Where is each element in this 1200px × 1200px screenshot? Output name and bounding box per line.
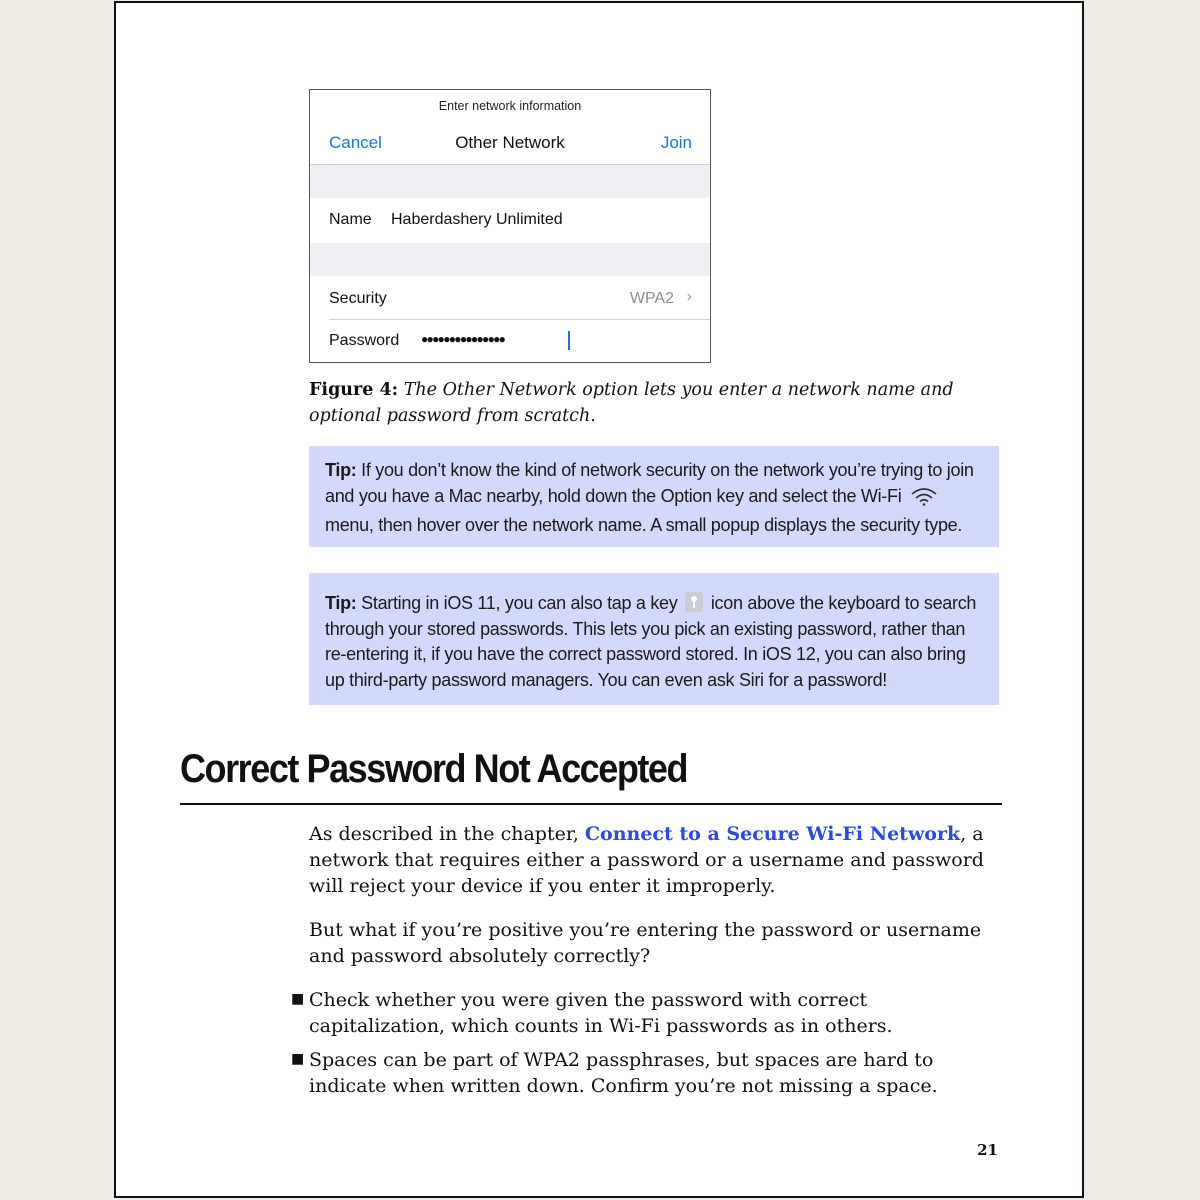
divider [329,319,711,320]
tip-label: Tip: [325,593,357,613]
body-paragraph: But what if you’re positive you’re entering the password or username and password absolutely correctly? [309,919,982,967]
join-button[interactable]: Join [660,133,692,152]
bullet-icon: ■ [291,1051,305,1067]
section-gap [310,165,710,198]
wifi-icon [910,486,938,514]
figure-caption [309,377,969,429]
tip-box-keychain [309,573,999,705]
tip-text: Starting in iOS 11, you can also tap a key [361,593,678,613]
password-field[interactable]: ●●●●●●●●●●●●●●● [421,332,505,346]
tip-text: If you don’t know the kind of network security on the network you’re trying to join and you have a Mac nearby, hold down the Option key and select the Wi-Fi [325,460,974,506]
tip-label: Tip: [325,460,357,480]
chapter-link[interactable]: Connect to a Secure Wi-Fi Network [584,823,961,845]
page-number: 21 [977,1141,998,1159]
screenshot-title: Other Network [455,133,565,152]
security-label: Security [329,290,387,307]
book-page [114,1,1084,1198]
section-gap [310,243,710,276]
heading-rule [180,803,1002,805]
tip-box-wifi [309,446,999,547]
chevron-right-icon[interactable]: › [686,288,692,305]
list-item: Check whether you were given the password with correct capitalization, which counts in Wi-Fi passwords as in others. [309,989,893,1037]
figure-label: Figure 4: [309,380,399,400]
body-paragraph [309,821,999,899]
text-cursor [568,331,570,350]
paragraph-text: , a network that requires either a password or a username and password will reject your device if you enter it improperly. [309,823,984,897]
name-label: Name [329,211,372,228]
figure-caption-text: The Other Network option lets you enter a network name and optional password from scratch. [309,380,954,426]
password-label: Password [329,332,400,349]
name-field[interactable]: Haberdashery Unlimited [391,211,563,228]
screenshot-hint: Enter network information [438,99,582,113]
security-value[interactable]: WPA2 [629,290,674,307]
tip-text: menu, then hover over the network name. A small popup displays the security type. [325,515,963,535]
bullet-icon: ■ [291,991,305,1007]
paragraph-text: As described in the chapter, [309,823,579,845]
section-heading: Correct Password Not Accepted [180,747,688,791]
list-item: Spaces can be part of WPA2 passphrases, but spaces are hard to indicate when written down. Confirm you’re not missing a space. [309,1049,938,1097]
other-network-screenshot [309,89,711,363]
tip-text: icon above the keyboard to search through your stored passwords. This lets you pick an existing password, rather than re-entering it, if you have the correct password stored. In iOS 12, you can also bring up third-party password managers. You can even ask Siri for a password! [325,593,977,690]
key-icon [685,592,703,612]
cancel-button[interactable]: Cancel [329,133,382,152]
